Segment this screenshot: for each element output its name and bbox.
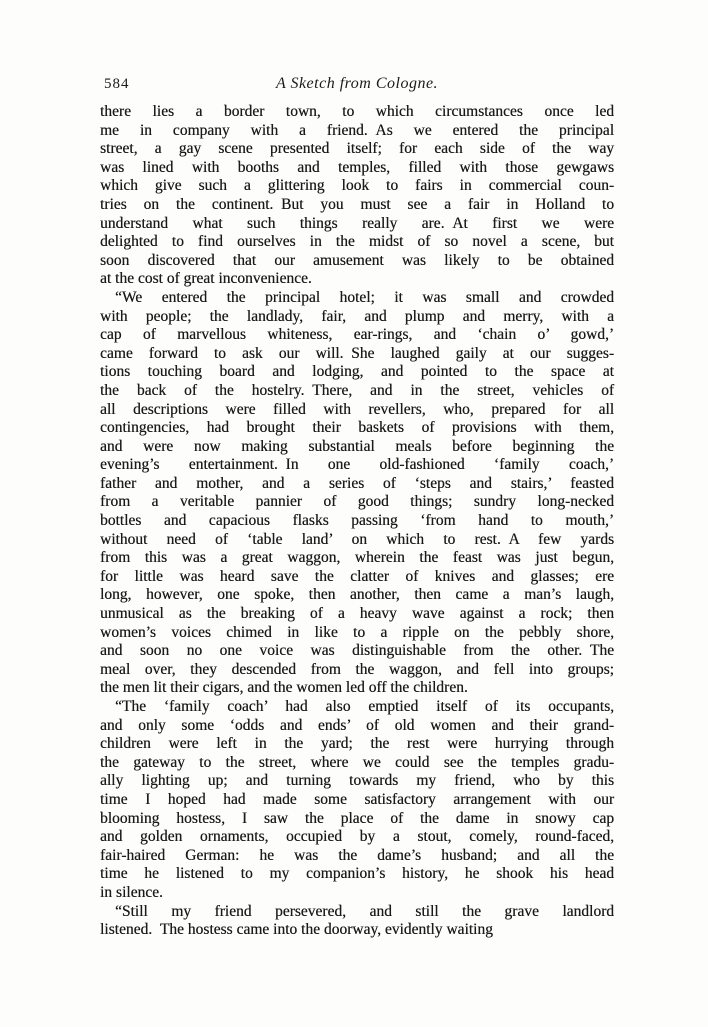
text-line: “We entered the principal hotel; it was small and crowded	[115, 288, 614, 306]
text-line: came forward to ask our will. She laughed gaily at our sugges-	[100, 344, 614, 362]
text-line: understand what such things really are. At first we were	[100, 214, 614, 232]
text-line: and golden ornaments, occupied by a stout, comely, round-faced,	[100, 828, 614, 846]
running-header	[100, 74, 614, 94]
text-line: evening’s entertainment. In one old-fashioned ‘family coach,’	[100, 456, 614, 474]
text-line: without need of ‘table land’ on which to rest. A few yards	[100, 530, 614, 548]
text-line: all descriptions were filled with revellers, who, prepared for all	[100, 400, 614, 418]
text-line: blooming hostess, I saw the place of the dame in snowy cap	[100, 809, 614, 827]
text-line: which give such a glittering look to fairs in commercial coun-	[100, 177, 614, 195]
text-line: delighted to find ourselves in the midst of so novel a scene, but	[100, 233, 614, 251]
page-number: 584	[104, 76, 130, 92]
text-line: the men lit their cigars, and the women led off the children.	[100, 679, 468, 697]
text-line: the back of the hostelry. There, and in the street, vehicles of	[100, 381, 614, 399]
text-line: in silence.	[100, 883, 163, 901]
text-line: with people; the landlady, fair, and plump and merry, with a	[100, 307, 614, 325]
text-line: “The ‘family coach’ had also emptied itself of its occupants,	[115, 698, 614, 715]
text-line: women’s voices chimed in like to a ripple on the pebbly shore,	[100, 623, 614, 641]
paragraph	[100, 289, 614, 698]
page-body	[100, 103, 614, 940]
text-line: me in company with a friend. As we entered the principal	[100, 121, 614, 139]
text-line: fair-haired German: he was the dame’s husband; and all the	[100, 846, 614, 864]
text-line: father and mother, and a series of ‘steps and stairs,’ feasted	[100, 474, 614, 492]
text-line: for little was heard save the clatter of knives and glasses; ere	[100, 567, 614, 585]
text-line: cap of marvellous whiteness, ear-rings, and ‘chain o’ gowd,’	[100, 326, 614, 344]
text-line: listened. The hostess came into the doorway, evidently waiting	[100, 921, 493, 939]
text-line: unmusical as the breaking of a heavy wave against a rock; then	[100, 605, 614, 623]
text-line: at the cost of great inconvenience.	[100, 270, 312, 288]
text-line: time I hoped had made some satisfactory arrangement with our	[100, 790, 614, 808]
text-line: meal over, they descended from the waggon, and fell into groups;	[100, 660, 614, 678]
text-line: ally lighting up; and turning towards my friend, who by this	[100, 772, 614, 790]
text-line: the gateway to the street, where we could see the temples gradu-	[100, 753, 614, 771]
text-line: and were now making substantial meals before beginning the	[100, 437, 614, 455]
paragraph	[100, 103, 614, 289]
paragraph	[100, 698, 614, 903]
text-line: time he listened to my companion’s history, he shook his head	[100, 865, 614, 883]
text-line: bottles and capacious flasks passing ‘from hand to mouth,’	[100, 512, 614, 530]
running-title: A Sketch from Cologne.	[275, 75, 439, 92]
text-line: soon discovered that our amusement was likely to be obtained	[100, 251, 614, 269]
text-line: from this was a great waggon, wherein the feast was just begun,	[100, 549, 614, 567]
text-line: “Still my friend persevered, and still the grave landlord	[115, 902, 614, 920]
text-line: and only some ‘odds and ends’ of old women and their grand-	[100, 716, 614, 734]
text-line: tions touching board and lodging, and pointed to the space at	[100, 363, 614, 381]
text-line: was lined with booths and temples, filled with those gewgaws	[100, 158, 614, 176]
text-line: tries on the continent. But you must see a fair in Holland to	[100, 195, 614, 213]
text-line: and soon no one voice was distinguishable from the other. The	[100, 642, 614, 660]
text-line: from a veritable pannier of good things; sundry long-necked	[100, 493, 614, 511]
text-line: there lies a border town, to which circumstances once led	[100, 103, 614, 120]
text-line: contingencies, had brought their baskets of provisions with them,	[100, 419, 614, 437]
paragraph	[100, 903, 614, 940]
text-line: children were left in the yard; the rest were hurrying through	[100, 735, 614, 753]
text-line: street, a gay scene presented itself; for each side of the way	[100, 140, 614, 158]
text-line: long, however, one spoke, then another, then came a man’s laugh,	[100, 586, 614, 604]
